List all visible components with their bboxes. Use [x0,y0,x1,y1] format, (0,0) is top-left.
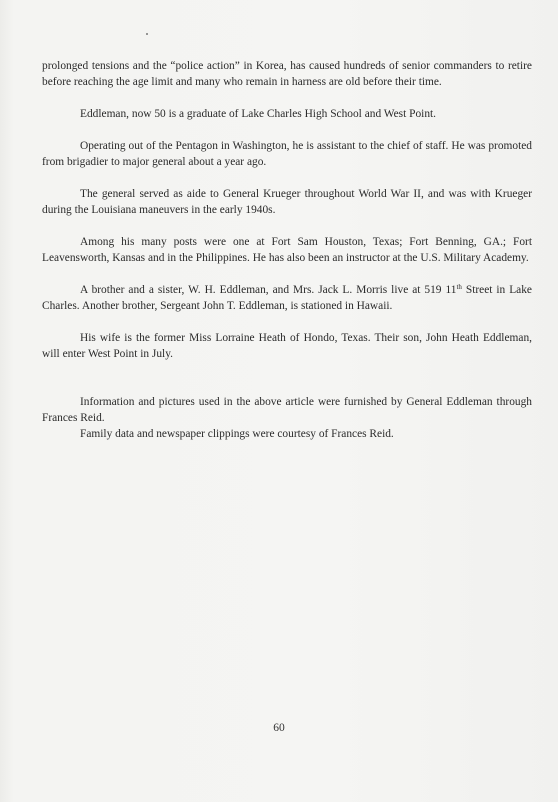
paragraph-korea-retirement: prolonged tensions and the “police action” in Korea, has caused hundreds of senior commanders to retire before reaching the age limit and many who remain in harness are old before their time. [42,60,532,88]
family-text-end: Street in Lake Charles. Another brother, Sergeant John T. Eddleman, is stationed in Hawaii. [42,284,532,312]
paragraph-spacer [42,122,532,138]
paragraph-posts: Among his many posts were one at Fort Sam Houston, Texas; Fort Benning, GA.; Fort Leavensworth, Kansas and in the Philippines. He has also been an instructor at the U.S. Military Academy. [42,236,532,264]
paragraph-wife-son: His wife is the former Miss Lorraine Heath of Hondo, Texas. Their son, John Heath Eddleman, will enter West Point in July. [42,332,532,360]
paragraph-source-credit: Information and pictures used in the above article were furnished by General Eddleman through Frances Reid. [42,396,532,424]
article-body [42,58,532,442]
family-text-start: A brother and a sister, W. H. Eddleman, and Mrs. Jack L. Morris live at 519 11 [80,284,457,296]
paragraph-spacer [42,170,532,186]
paragraph-family-data-credit: Family data and newspaper clippings were courtesy of Frances Reid. [80,428,394,440]
paragraph-krueger: The general served as aide to General Krueger throughout World War II, and was with Krueger during the Louisiana maneuvers in the early 1940s. [42,188,532,216]
section-spacer [42,362,532,394]
paragraph-education: Eddleman, now 50 is a graduate of Lake Charles High School and West Point. [80,108,437,120]
paragraph-spacer [42,314,532,330]
page-number: 60 [273,722,285,734]
paragraph-spacer [42,90,532,106]
paragraph-spacer [42,266,532,282]
paragraph-spacer [42,218,532,234]
paragraph-family-lake-charles [42,282,532,314]
ordinal-suffix: th [456,283,462,291]
paragraph-pentagon: Operating out of the Pentagon in Washington, he is assistant to the chief of staff. He was promoted from brigadier to major general about a year ago. [42,140,532,168]
scan-speck [146,33,148,35]
